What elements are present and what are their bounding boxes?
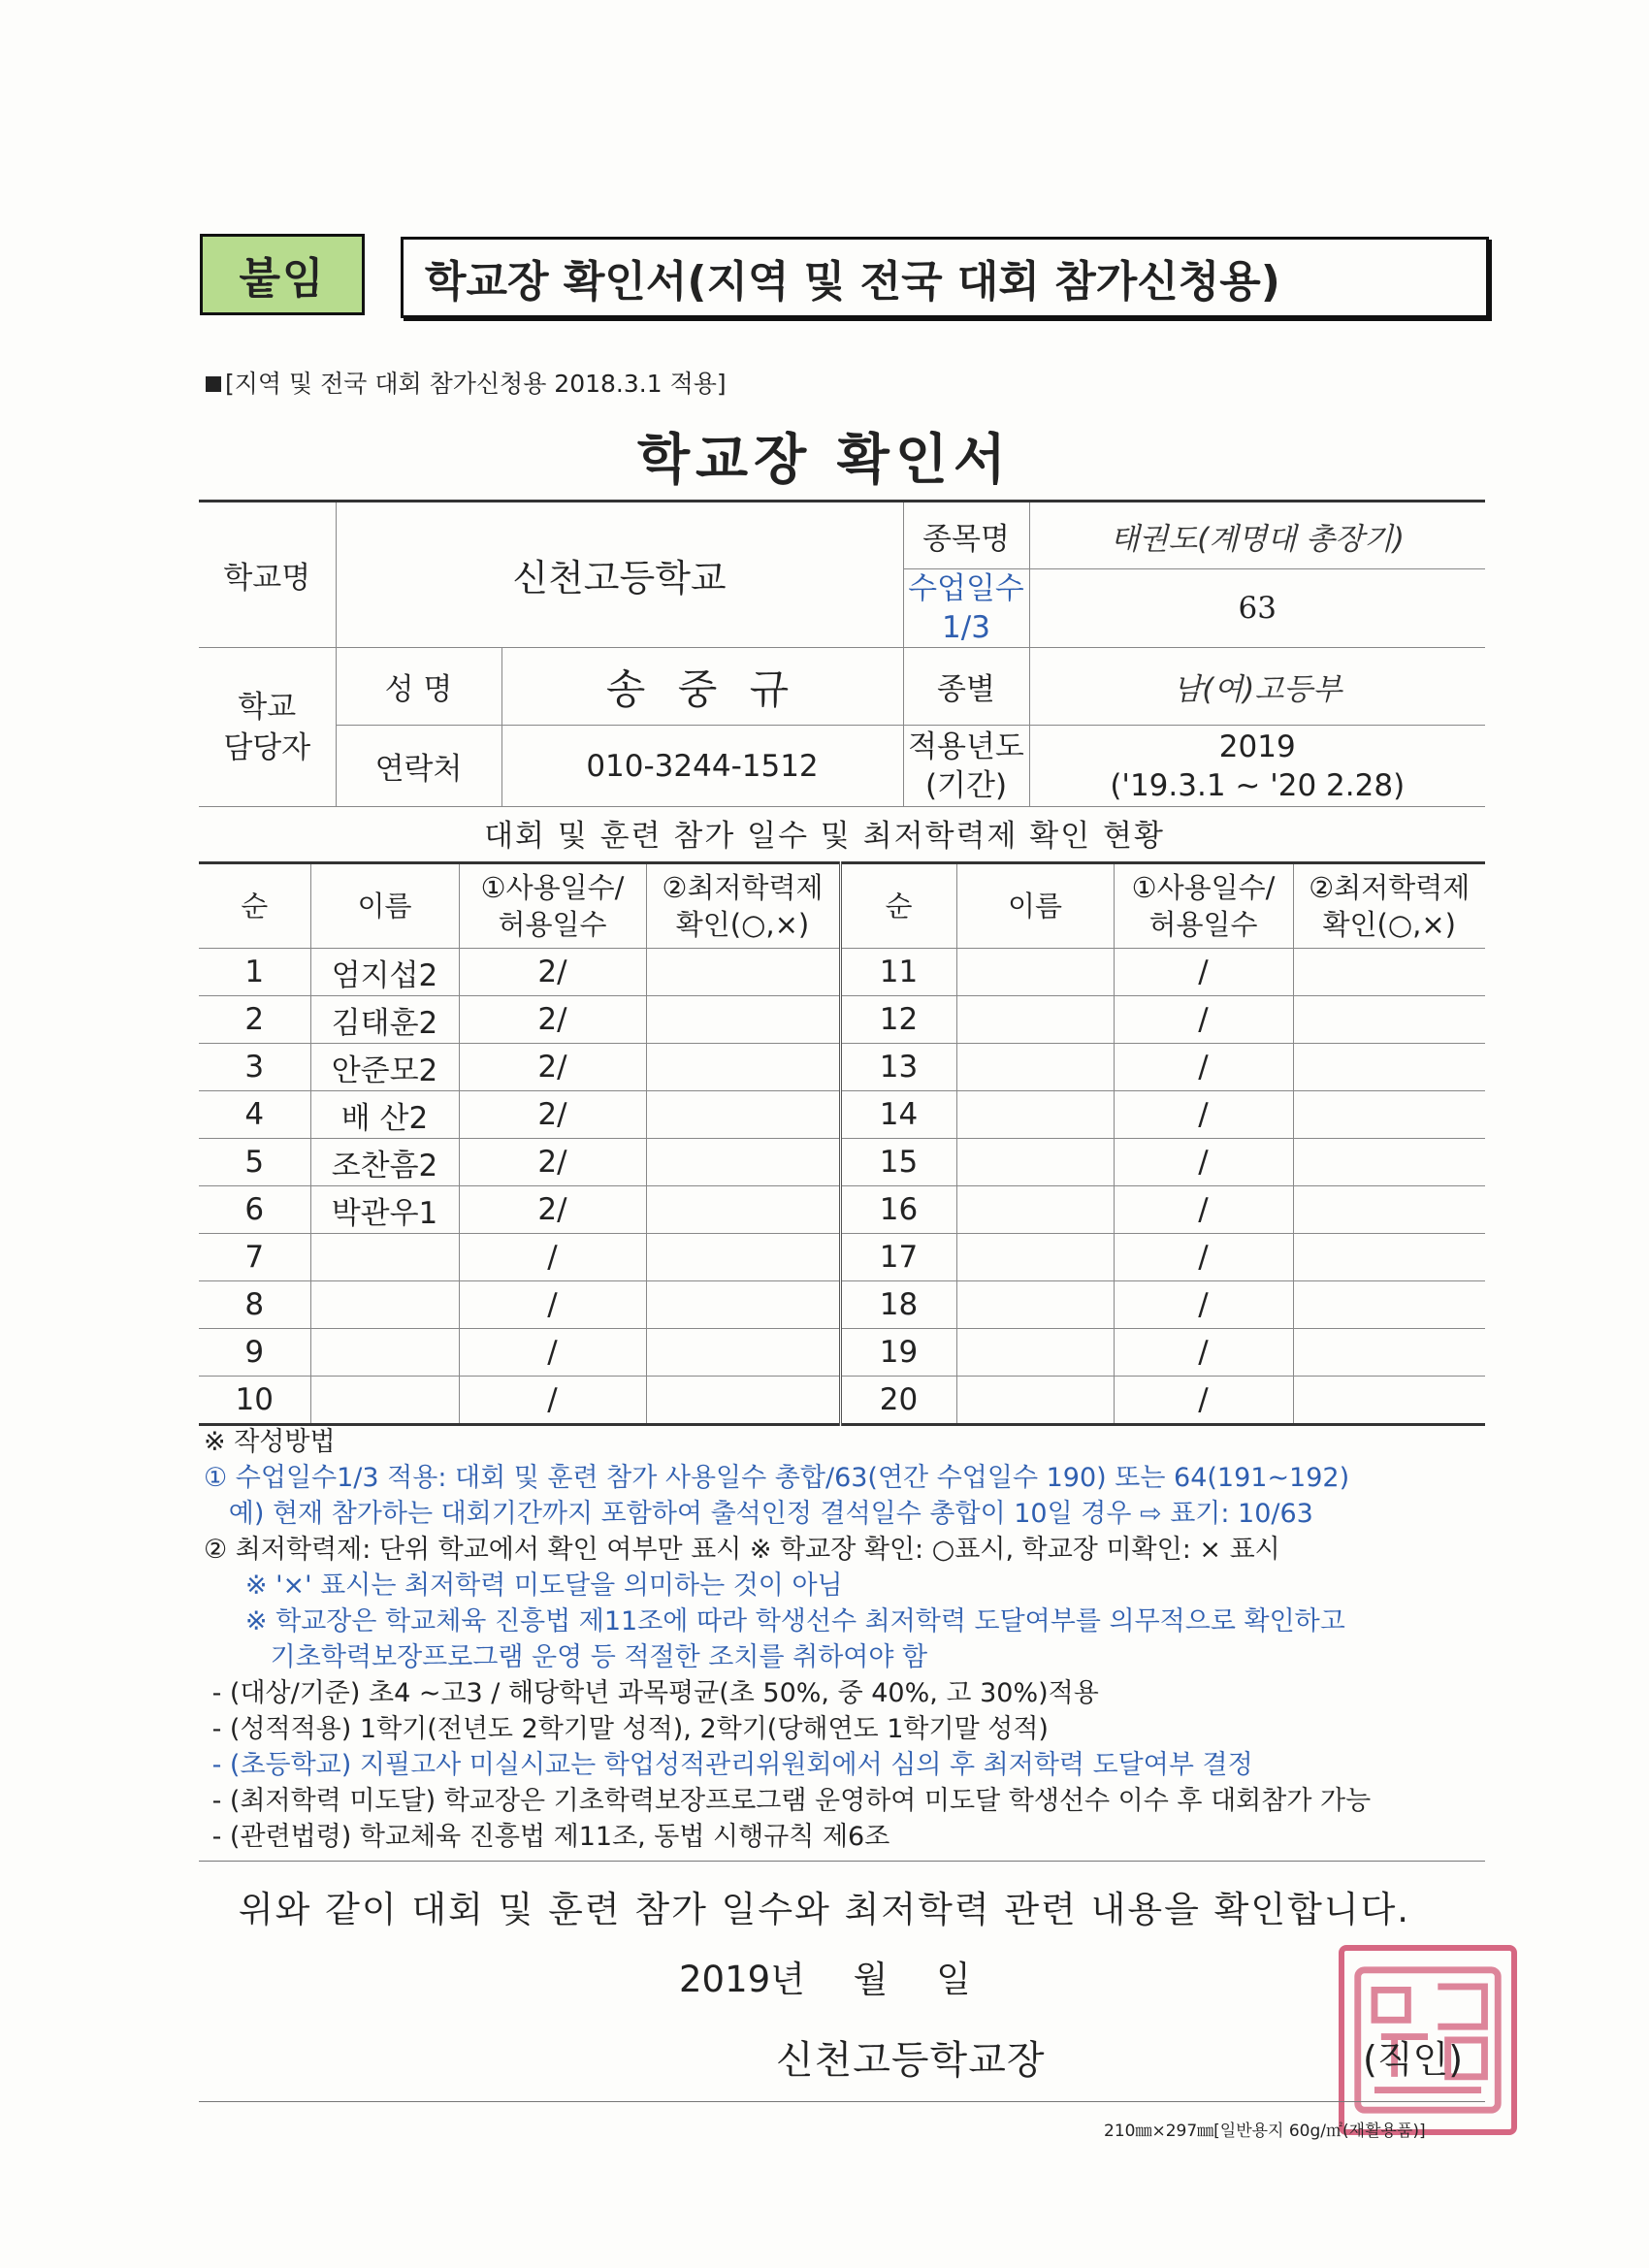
row-check-cell <box>1293 1186 1485 1234</box>
row-check-cell <box>646 1044 840 1091</box>
col-days-header-right-line1: ①사용일수/ <box>1131 871 1276 904</box>
manager-label-line1: 학교 <box>238 689 297 725</box>
row-name-cell <box>956 1186 1114 1234</box>
writing-instructions <box>204 1424 1494 1855</box>
manager-label <box>199 648 336 807</box>
attachment-tag: 붙임 <box>200 234 365 315</box>
col-days-header-right <box>1114 863 1293 949</box>
col-days-header <box>459 863 646 949</box>
row-name-cell <box>956 1281 1114 1329</box>
col-name-header: 이름 <box>310 863 459 949</box>
row-no-cell: 7 <box>199 1234 310 1281</box>
instruction-line: 기초학력보장프로그램 운영 등 적절한 조치를 취하여야 함 <box>204 1642 928 1672</box>
col-no-header-right: 순 <box>840 863 956 949</box>
row-days-cell: / <box>1114 1329 1293 1377</box>
row-check-cell <box>1293 1281 1485 1329</box>
square-bullet-icon <box>206 376 221 392</box>
instruction-line: - (대상/기준) 초4 ~고3 / 해당학년 과목평균(초 50%, 중 40%, 고 30%)적용 <box>204 1678 1099 1708</box>
row-days-cell: 2/ <box>459 1139 646 1186</box>
row-days-cell: / <box>1114 1091 1293 1139</box>
instruction-line: ① 수업일수1/3 적용: 대회 및 훈련 참가 사용일수 총합/63(연간 수업일수 190) 또는 64(191~192) <box>204 1463 1350 1493</box>
year-label-line1: 적용년도 <box>908 729 1024 764</box>
row-no-cell: 10 <box>199 1377 310 1425</box>
row-name-cell <box>310 1377 459 1425</box>
row-days-cell: / <box>459 1377 646 1425</box>
row-check-cell <box>1293 1139 1485 1186</box>
row-no-cell: 8 <box>199 1281 310 1329</box>
row-days-cell: / <box>1114 1139 1293 1186</box>
row-no-cell: 19 <box>840 1329 956 1377</box>
row-name-cell <box>956 1091 1114 1139</box>
school-name-label: 학교명 <box>199 502 336 648</box>
name-label: 성 명 <box>336 648 501 726</box>
table-row <box>199 1091 1485 1139</box>
col-days-header-line1: ①사용일수/ <box>480 871 625 904</box>
row-name-cell <box>956 1329 1114 1377</box>
document-header-title: 학교장 확인서(지역 및 전국 대회 참가신청용) <box>401 237 1489 318</box>
roster-table <box>199 861 1485 1426</box>
row-days-cell: / <box>1114 996 1293 1044</box>
principal-title: 신천고등학교장 <box>776 2038 1046 2083</box>
row-name-cell <box>956 949 1114 996</box>
row-name-cell: 조찬흠2 <box>310 1139 459 1186</box>
instruction-line: ※ 학교장은 학교체육 진흥법 제11조에 따라 학생선수 최저학력 도달여부를 의무적으로 확인하고 <box>204 1606 1345 1636</box>
row-name-cell <box>956 1234 1114 1281</box>
row-no-cell: 6 <box>199 1186 310 1234</box>
instruction-line: - (성적적용) 1학기(전년도 2학기말 성적), 2학기(당해연도 1학기말 성적) <box>204 1714 1049 1744</box>
row-no-cell: 16 <box>840 1186 956 1234</box>
row-days-cell: / <box>459 1329 646 1377</box>
row-days-cell: / <box>1114 1044 1293 1091</box>
row-name-cell <box>310 1234 459 1281</box>
confirmation-statement: 위와 같이 대회 및 훈련 참가 일수와 최저학력 관련 내용을 확인합니다. <box>238 1889 1411 1930</box>
row-name-cell <box>956 996 1114 1044</box>
table-row <box>199 949 1485 996</box>
row-no-cell: 1 <box>199 949 310 996</box>
table-row <box>199 996 1485 1044</box>
row-days-cell: / <box>459 1281 646 1329</box>
row-check-cell <box>1293 1234 1485 1281</box>
row-no-cell: 15 <box>840 1139 956 1186</box>
col-check-header <box>646 863 840 949</box>
row-name-cell: 박관우1 <box>310 1186 459 1234</box>
row-name-cell: 엄지섭2 <box>310 949 459 996</box>
col-days-header-right-line2: 허용일수 <box>1148 908 1258 941</box>
event-label: 종목명 <box>903 502 1029 569</box>
class-days-label-line1: 수업일수 <box>908 571 1024 606</box>
seal-label: (직인) <box>1363 2038 1464 2081</box>
contact-value: 010-3244-1512 <box>501 726 903 807</box>
table-row <box>199 1377 1485 1425</box>
row-check-cell <box>1293 949 1485 996</box>
category-label: 종별 <box>903 648 1029 726</box>
row-check-cell <box>646 1091 840 1139</box>
row-check-cell <box>1293 1044 1485 1091</box>
row-check-cell <box>1293 1329 1485 1377</box>
instruction-line: 예) 현재 참가하는 대회기간까지 포함하여 출석인정 결석일수 총합이 10일 경우 ⇨ 표기: 10/63 <box>204 1499 1313 1529</box>
signature-date: 2019년 월 일 <box>679 1959 971 2000</box>
row-days-cell: 2/ <box>459 1044 646 1091</box>
event-value: 태권도(계명대 총장기) <box>1029 502 1485 569</box>
row-days-cell: 2/ <box>459 949 646 996</box>
row-no-cell: 11 <box>840 949 956 996</box>
row-days-cell: 2/ <box>459 1091 646 1139</box>
row-check-cell <box>646 1234 840 1281</box>
row-check-cell <box>646 1329 840 1377</box>
info-table <box>199 500 1485 807</box>
row-days-cell: / <box>459 1234 646 1281</box>
divider-bottom <box>199 2101 1485 2102</box>
contact-label: 연락처 <box>336 726 501 807</box>
row-days-cell: / <box>1114 1281 1293 1329</box>
category-value: 남(여)고등부 <box>1029 648 1485 726</box>
row-check-cell <box>1293 1377 1485 1425</box>
row-no-cell: 2 <box>199 996 310 1044</box>
instruction-line: - (최저학력 미도달) 학교장은 기초학력보장프로그램 운영하여 미도달 학생선수 이수 후 대회참가 가능 <box>204 1786 1372 1816</box>
row-check-cell <box>646 949 840 996</box>
row-days-cell: / <box>1114 1377 1293 1425</box>
class-days-label-line2: 1/3 <box>942 610 990 645</box>
instruction-line: - (관련법령) 학교체육 진흥법 제11조, 동법 시행규칙 제6조 <box>204 1822 890 1852</box>
instruction-line: ※ 작성방법 <box>204 1427 336 1457</box>
class-days-label <box>903 569 1029 648</box>
row-name-cell <box>956 1377 1114 1425</box>
row-no-cell: 14 <box>840 1091 956 1139</box>
year-value <box>1029 726 1485 807</box>
applicability-note <box>206 365 727 400</box>
school-name-value: 신천고등학교 <box>336 502 903 648</box>
row-no-cell: 4 <box>199 1091 310 1139</box>
table-row <box>199 1281 1485 1329</box>
col-check-header-right <box>1293 863 1485 949</box>
instruction-line: ※ '×' 표시는 최저학력 미도달을 의미하는 것이 아님 <box>204 1571 843 1601</box>
page-title: 학교장 확인서 <box>636 429 1013 492</box>
row-check-cell <box>1293 1091 1485 1139</box>
row-no-cell: 17 <box>840 1234 956 1281</box>
row-days-cell: 2/ <box>459 1186 646 1234</box>
instruction-line: ② 최저학력제: 단위 학교에서 확인 여부만 표시 ※ 학교장 확인: ○표시, 학교장 미확인: × 표시 <box>204 1535 1280 1565</box>
year-label-line2: (기간) <box>924 767 1008 803</box>
roster-title: 대회 및 훈련 참가 일수 및 최저학력제 확인 현황 <box>484 819 1165 854</box>
row-name-cell <box>956 1139 1114 1186</box>
paper-spec-footnote: 210㎜×297㎜[일반용지 60g/㎡(재활용품)] <box>1104 2122 1426 2141</box>
table-row <box>199 1139 1485 1186</box>
row-name-cell: 안준모2 <box>310 1044 459 1091</box>
row-no-cell: 3 <box>199 1044 310 1091</box>
manager-label-line2: 담당자 <box>223 729 311 765</box>
row-no-cell: 9 <box>199 1329 310 1377</box>
table-row <box>199 1329 1485 1377</box>
col-check-header-right-line2: 확인(○,×) <box>1322 908 1456 941</box>
year-value-line1: 2019 <box>1218 729 1296 764</box>
row-no-cell: 18 <box>840 1281 956 1329</box>
row-name-cell: 배 산2 <box>310 1091 459 1139</box>
row-check-cell <box>1293 996 1485 1044</box>
row-days-cell: / <box>1114 949 1293 996</box>
row-check-cell <box>646 1139 840 1186</box>
row-no-cell: 13 <box>840 1044 956 1091</box>
name-value: 송 중 규 <box>501 648 903 726</box>
row-check-cell <box>646 996 840 1044</box>
instruction-line: - (초등학교) 지필고사 미실시교는 학업성적관리위원회에서 심의 후 최저학력 도달여부 결정 <box>204 1750 1253 1780</box>
divider-top <box>199 1861 1485 1862</box>
col-days-header-line2: 허용일수 <box>498 908 607 941</box>
col-no-header: 순 <box>199 863 310 949</box>
row-days-cell: 2/ <box>459 996 646 1044</box>
row-name-cell <box>956 1044 1114 1091</box>
row-no-cell: 20 <box>840 1377 956 1425</box>
class-days-value: 63 <box>1029 569 1485 648</box>
col-check-header-right-line1: ②최저학력제 <box>1309 871 1471 904</box>
row-name-cell: 김태훈2 <box>310 996 459 1044</box>
table-row <box>199 1044 1485 1091</box>
roster-header-row <box>199 863 1485 949</box>
row-check-cell <box>646 1186 840 1234</box>
table-row <box>199 1186 1485 1234</box>
col-check-header-line2: 확인(○,×) <box>675 908 810 941</box>
col-name-header-right: 이름 <box>956 863 1114 949</box>
applicability-note-text: [지역 및 전국 대회 참가신청용 2018.3.1 적용] <box>225 370 727 398</box>
year-value-line2: ('19.3.1 ~ '20 2.28) <box>1110 767 1406 803</box>
col-check-header-line1: ②최저학력제 <box>662 871 824 904</box>
row-days-cell: / <box>1114 1186 1293 1234</box>
row-name-cell <box>310 1281 459 1329</box>
row-days-cell: / <box>1114 1234 1293 1281</box>
row-check-cell <box>646 1377 840 1425</box>
row-name-cell <box>310 1329 459 1377</box>
row-no-cell: 5 <box>199 1139 310 1186</box>
year-label <box>903 726 1029 807</box>
row-no-cell: 12 <box>840 996 956 1044</box>
row-check-cell <box>646 1281 840 1329</box>
table-row <box>199 1234 1485 1281</box>
